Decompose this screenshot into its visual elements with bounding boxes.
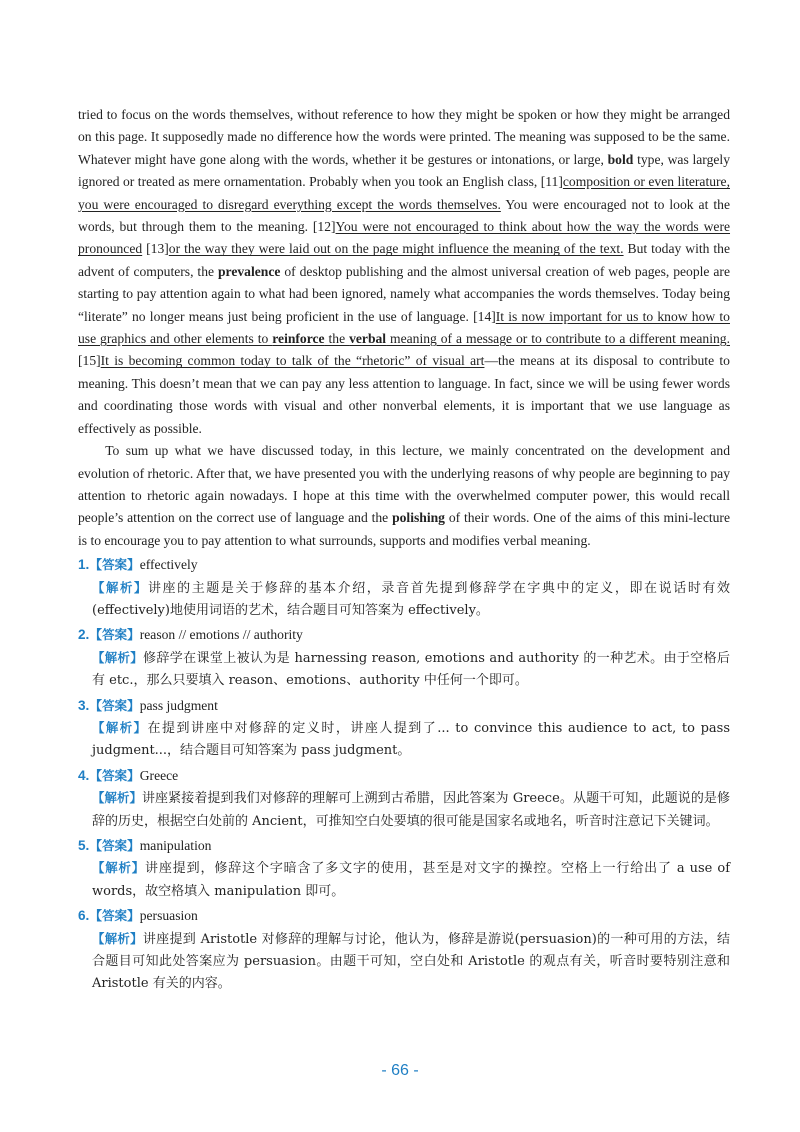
page-content	[78, 104, 730, 996]
lecture-paragraph-2	[78, 440, 730, 552]
answer-text: persuasion	[139, 908, 198, 924]
answer-line	[78, 624, 730, 646]
explanation-tag: 【解析】	[92, 930, 143, 946]
answer-text: manipulation	[139, 838, 212, 853]
explanation-text: 讲座紧接着提到我们对修辞的理解可上溯到古希腊，因此答案为 Greece。从题干可知，此题说的是修辞的历史，根据空白处前的 Ancient，可推知空白处要填的很可能是国家名或地名，听音时注意记下关键词。	[92, 791, 731, 829]
bold-word: reinforce	[272, 331, 325, 347]
explanation-text: 修辞学在课堂上被认为是 harnessing reason, emotions and authority 的一种艺术。由于空格后有 etc.，那么只要填入 reason、emotions、authority 中任何一个即可。	[92, 650, 730, 689]
answer-tag: 【答案】	[89, 627, 140, 643]
question-number: 4.	[78, 767, 90, 783]
underlined-sentence-15: It is becoming common today to talk of the “rhetoric” of visual art	[100, 353, 485, 369]
text-run: [15]	[78, 353, 101, 369]
answer-text: pass judgment	[139, 697, 218, 713]
answer-text: effectively	[139, 557, 198, 573]
answer-tag: 【答案】	[89, 697, 140, 713]
bold-word: polishing	[392, 510, 445, 526]
bold-word: verbal	[349, 331, 387, 347]
answer-line	[78, 835, 730, 857]
answer-line	[78, 554, 730, 576]
answer-item	[78, 554, 730, 622]
text-run: But today with the advent of computers, the	[78, 241, 730, 279]
explanation-tag: 【解析】	[92, 790, 142, 806]
explanation-tag: 【解析】	[92, 579, 148, 595]
explanation	[78, 647, 730, 693]
question-number: 1.	[78, 557, 90, 573]
explanation	[78, 857, 730, 903]
underlined-sentence-13: or the way they were laid out on the page might influence the meaning of the text.	[168, 241, 624, 257]
explanation-tag: 【解析】	[92, 649, 144, 665]
answer-item	[78, 835, 730, 903]
text-run: You were encouraged not to look at the words, but through them to the meaning. [12]	[78, 196, 730, 235]
question-number: 6.	[78, 908, 90, 924]
answer-line	[78, 765, 730, 787]
explanation-text: 讲座的主题是关于修辞的基本介绍，录音首先提到修辞学在字典中的定义，即在说话时有效(effectively)地使用词语的艺术，结合题目可知答案为 effectively。	[92, 580, 730, 618]
question-number: 2.	[78, 627, 90, 643]
answer-line	[78, 905, 730, 927]
text-run: —the means at its disposal to contribute to meaning. This doesn’t mean that we can pay any less attention to language. In fact, since we will be using fewer words and coordinating those words with visual and other nonverbal elements, it is important that we use language as effectively as possible.	[78, 353, 730, 436]
explanation-text: 讲座提到，修辞这个字暗含了多文字的使用，甚至是对文字的操控。空格上一行给出了 a use of words，故空格填入 manipulation 即可。	[92, 861, 731, 899]
text-run: [13]	[142, 241, 169, 257]
answer-line	[78, 695, 730, 717]
answer-tag: 【答案】	[89, 838, 140, 853]
text-run: meaning of a message or to contribute to a different meaning.	[386, 331, 730, 347]
explanation-text: 在提到讲座中对修辞的定义时，讲座人提到了... to convince this audience to act, to pass judgment...，结合题目可知答案为 pass judgment。	[92, 720, 730, 759]
bold-word: prevalence	[217, 263, 281, 279]
question-number: 3.	[78, 697, 90, 713]
text-run: of their words. One of the aims of this mini-lecture is to encourage you to pay attention to what surrounds, supports and modifies verbal meaning.	[78, 510, 730, 548]
explanation-tag: 【解析】	[92, 860, 146, 876]
text-run: type, was largely ignored or treated as mere ornamentation. Probably when you took an English class, [11]	[78, 151, 730, 190]
underlined-sentence-11: composition or even literature, you were encouraged to disregard everything except the words themselves.	[78, 174, 730, 212]
answer-text: Greece	[139, 767, 179, 783]
answer-tag: 【答案】	[89, 908, 140, 924]
answer-text: reason // emotions // authority	[139, 627, 303, 643]
explanation	[78, 717, 730, 763]
explanation-tag: 【解析】	[92, 719, 148, 735]
explanation	[78, 787, 730, 833]
underlined-sentence-12: You were not encouraged to think about how the way the words were pronounced	[78, 219, 731, 257]
answer-list	[78, 554, 730, 996]
text-run: of desktop publishing and the almost universal creation of web pages, people are starting to pay attention again to what had been ignored, namely what accompanies the words themselves. Today being “literate” no longer means just being proficient in the use of language. [14]	[78, 263, 730, 324]
answer-tag: 【答案】	[89, 557, 140, 573]
text-run: To sum up what we have discussed today, in this lecture, we mainly concentrated on the development and evolution of rhetoric. After that, we have presented you with the underlying reasons of why people are beginning to pay attention to rhetoric again nowadays. I hope at this time with the overwhelmed computer power, this would recall people’s attention on the correct use of language and the	[78, 443, 730, 526]
answer-item	[78, 624, 730, 692]
text-run: It is now important for us to know how to use graphics and other elements to	[78, 308, 730, 347]
explanation	[78, 928, 730, 996]
text-run: tried to focus on the words themselves, without reference to how they might be spoken or how they might be arranged on this page. It supposedly made no difference how the words were printed. The meaning was supposed to be the same. Whatever might have gone along with the words, whether it be gestures or intonations, or large,	[78, 107, 730, 167]
text-run: the	[324, 331, 350, 347]
explanation	[78, 577, 730, 623]
answer-item	[78, 765, 730, 833]
answer-item	[78, 905, 730, 996]
lecture-paragraph-1	[78, 104, 730, 440]
explanation-text: 讲座提到 Aristotle 对修辞的理解与讨论，他认为，修辞是游说(persuasion)的一种可用的方法，结合题目可知此处答案应为 persuasion。由题干可知，空白处和 Aristotle 的观点有关，听音时要特别注意和 Aristotle 有关的内容。	[92, 931, 730, 992]
answer-item	[78, 695, 730, 763]
answer-tag: 【答案】	[89, 767, 140, 783]
page-number: - 66 -	[381, 1062, 419, 1079]
bold-word: bold	[607, 151, 634, 167]
question-number: 5.	[78, 838, 90, 853]
